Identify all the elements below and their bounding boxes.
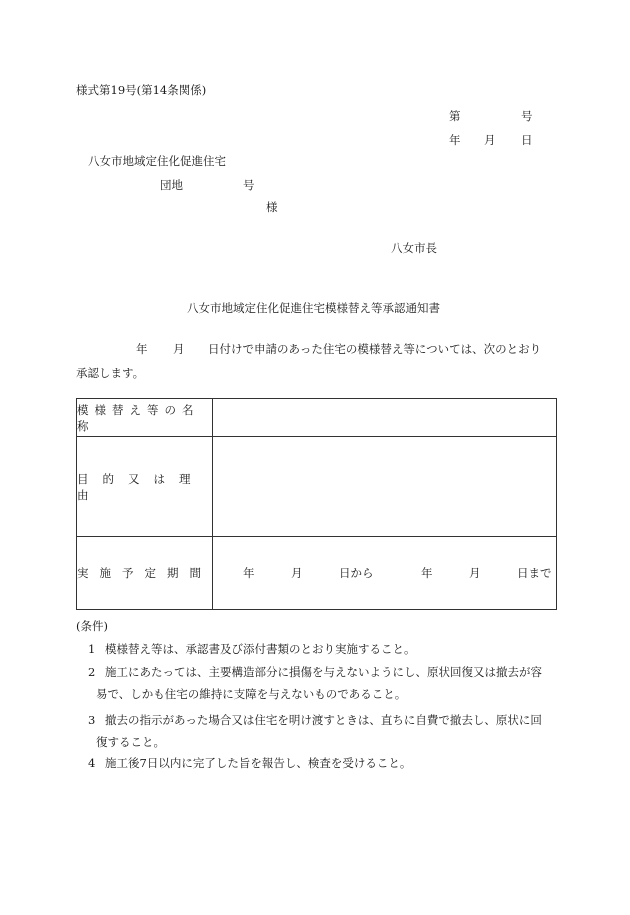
addressee-go: 号 bbox=[243, 178, 255, 192]
sender-mayor: 八女市長 bbox=[391, 241, 437, 255]
period-fields bbox=[213, 537, 556, 609]
table-divider bbox=[212, 399, 213, 436]
period-end-day: 日まで bbox=[517, 566, 552, 580]
table-divider bbox=[212, 437, 213, 536]
table-row-period bbox=[77, 537, 556, 609]
condition-text: 模様替え等は、承認書及び添付書類のとおり実施すること。 bbox=[105, 642, 416, 656]
approval-table bbox=[76, 398, 557, 610]
addressee-danchi: 団地 bbox=[160, 178, 183, 192]
row-label-purpose: 目的又は理由 bbox=[77, 471, 205, 502]
condition-item bbox=[88, 752, 558, 774]
table-row-purpose bbox=[77, 437, 556, 537]
addressee-sama: 様 bbox=[266, 200, 278, 214]
condition-item bbox=[88, 709, 558, 753]
condition-item bbox=[88, 661, 558, 705]
body-text-line2: 承認します。 bbox=[76, 366, 145, 380]
condition-number: 2 bbox=[88, 665, 96, 679]
condition-number: 1 bbox=[88, 642, 96, 656]
condition-text: 施工にあたっては、主要構造部分に損傷を与えないようにし、原状回復又は撤去が容 bbox=[105, 665, 542, 679]
period-start-year: 年 bbox=[243, 566, 255, 580]
ref-dai: 第 bbox=[449, 109, 461, 123]
condition-text-continued: 易で、しかも住宅の維持に支障を与えないものであること。 bbox=[96, 687, 407, 701]
condition-number: 3 bbox=[88, 713, 96, 727]
body-year: 年 bbox=[136, 342, 148, 356]
table-row-name bbox=[77, 399, 556, 437]
body-text-line1: 日付けで申請のあった住宅の模様替え等については、次のとおり bbox=[208, 342, 542, 356]
period-end-year: 年 bbox=[421, 566, 433, 580]
body-month: 月 bbox=[173, 342, 185, 356]
condition-item bbox=[88, 638, 558, 660]
row-label-name: 模様替え等の名称 bbox=[77, 402, 200, 433]
period-start-month: 月 bbox=[291, 566, 303, 580]
ref-go: 号 bbox=[521, 109, 533, 123]
condition-text: 撤去の指示があった場合又は住宅を明け渡すときは、直ちに自費で撤去し、原状に回 bbox=[105, 713, 542, 727]
row-label-period: 実施予定期間 bbox=[77, 566, 212, 580]
form-number: 様式第19号(第14条関係) bbox=[76, 83, 207, 97]
period-end-month: 月 bbox=[469, 566, 481, 580]
date-month: 月 bbox=[484, 133, 496, 147]
addressee-housing: 八女市地域定住化促進住宅 bbox=[88, 154, 226, 168]
date-year: 年 bbox=[449, 133, 461, 147]
document-title: 八女市地域定住化促進住宅模様替え等承認通知書 bbox=[187, 301, 440, 315]
period-start-day: 日から bbox=[339, 566, 374, 580]
conditions-heading: (条件) bbox=[76, 619, 108, 633]
condition-text: 施工後7日以内に完了した旨を報告し、検査を受けること。 bbox=[105, 756, 412, 770]
condition-text-continued: 復すること。 bbox=[96, 735, 165, 749]
date-day: 日 bbox=[521, 133, 533, 147]
condition-number: 4 bbox=[88, 756, 96, 770]
